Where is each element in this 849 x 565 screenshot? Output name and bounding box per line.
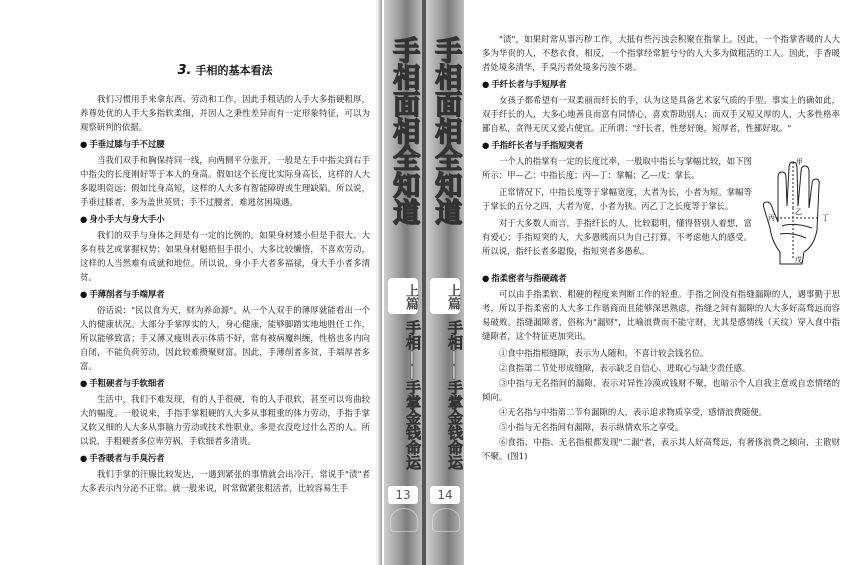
part-badge: 上篇 xyxy=(430,278,460,314)
list-item: ①食中指指根缝隙，表示为人随和，不喜计较会钱名位。 xyxy=(499,348,709,358)
section-heading: ● 手香暖者与手臭污者 xyxy=(80,451,370,465)
section-heading: ● 手指纤长者与手指短突者 xyxy=(482,138,840,152)
right-page xyxy=(466,0,849,565)
chapter-heading xyxy=(80,64,370,78)
left-page xyxy=(0,0,384,565)
continued-paragraph: "渍"，如果时常从事污秽工作，大抵有些污浊会积聚在指掌上。因此，一个指掌香暖的人大多为华贵的人，不愁衣食，相反，一个指掌经常脏兮兮的人大多为做粗活的工人。因此，手香暖者处境多清华，手臭污者处境多污浊不堪。 xyxy=(482,34,840,72)
chapter-title: 手相的基本看法 xyxy=(195,64,273,77)
section-paragraph: 俗话说："民以食为天，财为养命源"。从一个人双手的薄厚就能看出一个人的健康状况。大部分手掌厚实的人，身心健康，能够脚踏实地地胜任工作，所以能够致富；手又薄又瘦则表示体质不好，常有被病魔纠缠，性格也多内向自闭，不能负荷劳动，因此较难攒聚财富。因此，手薄削者多贫，手端厚者多富。 xyxy=(80,305,370,371)
side-tab-title: 手相面相全知道 xyxy=(430,36,461,225)
list-item: ②食指第二节处形成缝隙，表示缺乏自信心、进取心与缺少责任感。 xyxy=(499,363,751,373)
side-tab-left xyxy=(384,0,422,565)
label-bing: 丙 xyxy=(768,214,775,222)
label-ding: 丁 xyxy=(822,214,829,222)
section-heading: ● 手粗硬者与手软细者 xyxy=(80,376,370,390)
section-heading: ● 指柔密者与指硬疏者 xyxy=(482,271,840,285)
label-yi: 乙 xyxy=(795,208,802,216)
intro-paragraph: 我们习惯用手来拿东西、劳动和工作，因此手粗话的人手大多指硬粗厚，养尊处优的人手大多指软柔细，并因人之秉性差异而有一定形象特征，可以为观察研判的依据。 xyxy=(80,94,370,132)
section-paragraph: 当我们双手和胸保持同一线，向两侧平分张开，一般是左手中指尖到右手中指尖的长度刚好等于本人的身高。假如这个长度比实际身高长，这样的人大多聪明资远；假如比身高短，这样的人大多有智能障碍或生理缺陷。所以说，手垂过膝者，多为盖世英贤；手不过腰者，难逃贫困境遇。 xyxy=(80,155,370,207)
section-paragraph: 我们手掌的汗腺比较发达，一遇到紧张的事情就会出冷汗，常说手"渍"者大多表示内分泌不正常。就一般来说，时常做紧张粗活者，比较容易生手 xyxy=(80,469,370,493)
list-item: ⑤小指与无名指间有漏隙，表示纵情欢乐之享受。 xyxy=(499,422,684,432)
ornament-icon xyxy=(390,508,418,532)
page-number-left: 13 xyxy=(388,486,418,504)
part-badge: 上篇 xyxy=(388,278,418,314)
chapter-number: 3. xyxy=(177,63,192,78)
right-page-content xyxy=(482,32,840,464)
hand-diagram xyxy=(756,156,840,268)
section-paragraph: 可以由手指柔软、粗硬的程度来判断工作的轻重。手指之间没有指缝漏隙的人，遇事勤于思考，所以手指柔密的人大多工作谐商而且能够深思熟虑，指缝之间有漏隙的人大多好高骛远而容易破败。指缝漏隙者，俗称为"漏财"，比喻浪费而不能守财，尤其是感情线（天纹）穿入食中指缝隙者，这个特征更加突出。 xyxy=(482,289,840,341)
label-wu: 戊 xyxy=(795,256,802,264)
section-heading: ● 手垂过膝与手不过腰 xyxy=(80,137,370,151)
list-item: ④无名指与中指第二节有漏隙的人，表示追求物质享受，感情浪费随便。 xyxy=(499,407,767,417)
ornament-icon xyxy=(432,508,460,532)
section-paragraph: 我们的双手与身体之间是有一定的比例的。如果身材矮小但是手很大、大多有枝艺或掌握权势；如果身材魁梧但手很小，大多比较懒惰，不喜欢劳动，这样的人当然难有成就和地位。所以说，身小手大者多福禄，身大手小者多清贫。 xyxy=(80,230,370,282)
section-heading: ● 身小手大与身大手小 xyxy=(80,212,370,226)
part-subtitle: 手相——手掌金钱命运 xyxy=(446,320,464,470)
left-page-content xyxy=(80,64,370,498)
label-jia: 甲 xyxy=(796,158,803,166)
side-tab-title: 手相面相全知道 xyxy=(388,36,419,225)
section-heading: ● 手薄削者与手端厚者 xyxy=(80,287,370,301)
hand-outline xyxy=(763,162,819,264)
page-edge-shadow xyxy=(376,0,382,565)
section-paragraph: 对于大多数人而言，手指纤长的人，比较聪明，懂得替别人着想，富有爱心；手指短突的人，大多愚贱而只为自己打算，不考虑他人的感受。所以说，指纤长者多聪俊，指短突者多愚私。 xyxy=(482,218,752,256)
part-subtitle: 手相——手掌金钱命运 xyxy=(404,320,422,470)
section-paragraph: 正常情况下，中指长度等于掌幅宽度，大者为长，小者为短。掌幅等于掌长的五分之四，大者为宽，小者为狭。丙乙丁之长度等于掌长。 xyxy=(482,187,752,211)
text-with-figure xyxy=(482,154,840,268)
page-number-right: 14 xyxy=(430,486,460,504)
side-tab-right xyxy=(426,0,464,565)
section-paragraph: 女孩子都希望有一双柔丽而纤长的手，认为这是具备艺术家气质的手型。事实上的确如此，双手纤长的人，大多心地善良而富有同情心，喜欢帮助别人；而双手又短又厚的人，大多性格率鄙自私，贪得无厌又爱占便宜。正所谓："纤长者，性慈好施，短厚者，性鄙好取。" xyxy=(482,95,840,133)
section-paragraph: 一个人的指掌有一定的长度比率，一般取中指长与掌幅比较，如下图所示：甲—乙：中指长度；丙—丁：掌幅；乙—戊：掌长。 xyxy=(482,156,752,180)
section-paragraph: 生活中，我们不难发现，有的人手很硬，有的人手很软，甚至可以弯曲较大的幅度。一般说来，手指手掌粗硬的人大多从事粗重的体力劳动，手指手掌又软又细的人大多从事脑力劳动或技术性职业，多是衣没吃过什么苦的人。所以说，手粗硬者多位卑劳祸，手软细者多清贵。 xyxy=(80,394,370,446)
section-heading: ● 手纤长者与手短厚者 xyxy=(482,77,840,91)
list-item: ⑥食指、中指、无名指根都发现"二漏"者，表示其人好高骛远，有奢侈浪费之倾向，主散财不聚。(图1) xyxy=(482,437,840,461)
list-item: ③中指与无名指间的漏隙，表示对异性冷漠或钱财不聚，也暗示个人自我主意或自恋情绪的倾向。 xyxy=(482,378,840,402)
